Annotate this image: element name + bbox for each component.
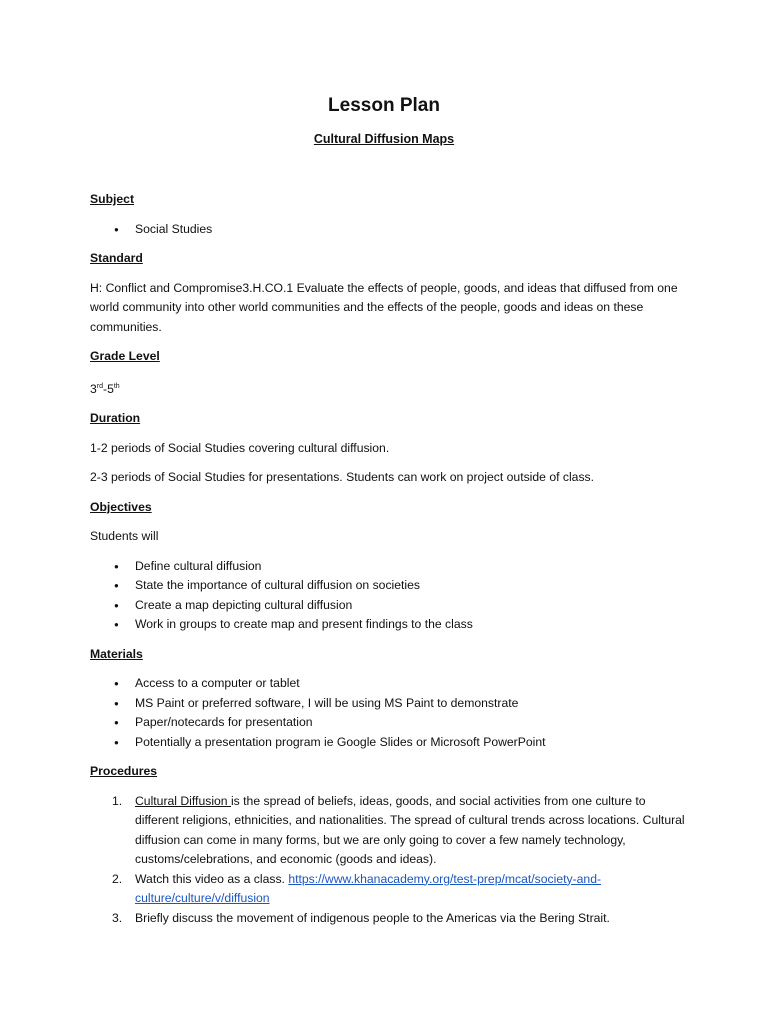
duration-line: 2-3 periods of Social Studies for presentations. Students can work on project outside of class. [90, 470, 595, 485]
list-item: ● Potentially a presentation program ie Google Slides or Microsoft PowerPoint [90, 733, 690, 753]
page-subtitle: Cultural Diffusion Maps [313, 132, 455, 146]
procedure-step [90, 870, 690, 909]
standard-text: H: Conflict and Compromise3.H.CO.1 Evaluate the effects of people, goods, and ideas that diffused from one world community into other world communities and the effects of the people, goods and ideas on these communities. [90, 280, 678, 334]
list-item: ● Paper/notecards for presentation [90, 713, 690, 733]
objectives-intro: Students will [90, 529, 159, 544]
procedures-heading: Procedures [90, 764, 158, 779]
grade-level-value: 3rd-5th [90, 381, 120, 396]
duration-line: 1-2 periods of Social Studies covering cultural diffusion. [90, 440, 390, 455]
list-item: ● MS Paint or preferred software, I will be using MS Paint to demonstrate [90, 694, 690, 714]
objectives-list [90, 557, 690, 635]
list-item: ● Create a map depicting cultural diffusion [90, 596, 690, 616]
list-item: ● Social Studies [90, 220, 690, 240]
list-item: ● Access to a computer or tablet [90, 674, 690, 694]
step-number: 2. [112, 871, 123, 886]
procedures-list [90, 792, 690, 929]
materials-list [90, 674, 690, 752]
term-cultural-diffusion: Cultural Diffusion [135, 793, 231, 808]
list-item: ● State the importance of cultural diffusion on societies [90, 576, 690, 596]
step-number: 1. [112, 793, 123, 808]
standard-heading: Standard [90, 251, 143, 265]
subject-heading: Subject [90, 192, 135, 206]
step-text: Briefly discuss the movement of indigenous people to the Americas via the Bering Strait. [135, 910, 610, 925]
objectives-heading: Objectives [90, 499, 152, 514]
subject-list [90, 220, 690, 240]
page-title: Lesson Plan [328, 95, 440, 116]
list-item: ● Work in groups to create map and present findings to the class [90, 615, 690, 635]
procedure-step [90, 792, 690, 870]
video-link[interactable]: https://www.khanacademy.org/test-prep/mcat/society-and-culture/culture/v/diffusion [135, 871, 602, 906]
materials-heading: Materials [90, 646, 143, 661]
procedure-step [90, 909, 690, 929]
duration-heading: Duration [90, 411, 141, 426]
list-item: ● Define cultural diffusion [90, 557, 690, 577]
grade-level-heading: Grade Level [90, 349, 160, 363]
document-body [90, 190, 690, 928]
step-text: is the spread of beliefs, ideas, goods, and social activities from one culture to different religions, ethnicities, and nationalities. The spread of cultural trends across locations. Cultural diffusion can come in many forms, but we are only going to cover a few namely technology, customs/celebrations, and economic (goods and ideas). [135, 793, 685, 867]
step-number: 3. [112, 910, 123, 925]
step-text: Watch this video as a class. [135, 871, 289, 886]
